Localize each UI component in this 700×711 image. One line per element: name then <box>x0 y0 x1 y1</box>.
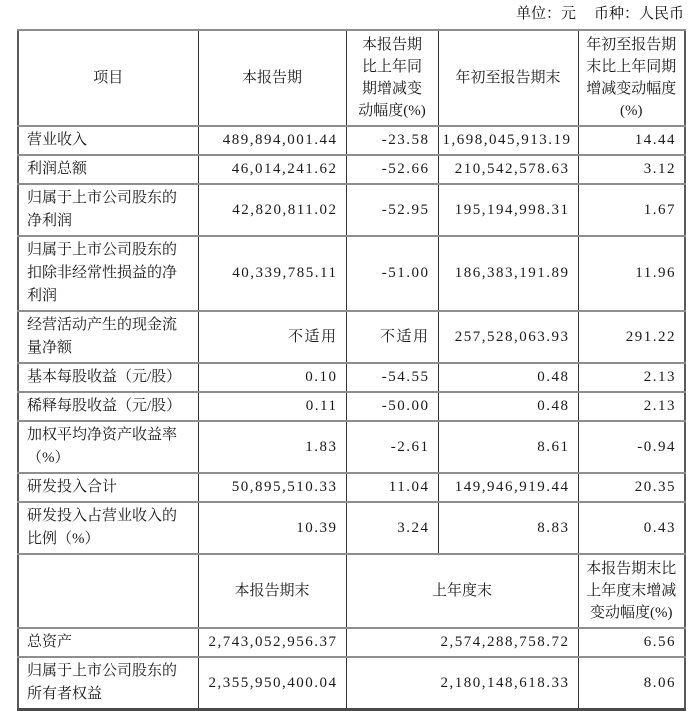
ytd-cell: 195,194,998.31 <box>438 184 578 236</box>
item-cell: 利润总额 <box>18 155 198 184</box>
current-cell: 1.83 <box>198 421 346 473</box>
ytd-change-cell: 2.13 <box>578 392 685 421</box>
change-cell: 不适用 <box>346 311 438 363</box>
current-cell: 489,894,001.44 <box>198 126 346 155</box>
ytd-cell: 8.83 <box>438 502 578 554</box>
change-cell: -23.58 <box>346 126 438 155</box>
ytd-cell: 0.48 <box>438 363 578 392</box>
unit-label: 单位：元 <box>515 6 576 22</box>
balance-change-cell: 6.56 <box>578 628 685 657</box>
item-cell: 营业收入 <box>18 126 198 155</box>
balance-change-cell: 8.06 <box>578 657 685 710</box>
end-of-prior-year-cell: 2,180,148,618.33 <box>346 657 578 710</box>
item-cell: 归属于上市公司股东的所有者权益 <box>18 657 198 710</box>
ytd-change-cell: 20.35 <box>578 473 685 502</box>
change-cell: -52.66 <box>346 155 438 184</box>
item-cell: 研发投入占营业收入的比例（%） <box>18 502 198 554</box>
col-header-current-period: 本报告期 <box>198 30 346 126</box>
current-cell: 46,014,241.62 <box>198 155 346 184</box>
ytd-change-cell: 0.43 <box>578 502 685 554</box>
ytd-change-cell: 291.22 <box>578 311 685 363</box>
ytd-change-cell: 11.96 <box>578 236 685 311</box>
table-row-revenue <box>18 126 685 155</box>
change-cell: -52.95 <box>346 184 438 236</box>
table-row-basic-eps <box>18 363 685 392</box>
table-row-rd-investment-ratio <box>18 502 685 554</box>
col-header-end-of-period: 本报告期末 <box>198 554 346 628</box>
table-row-weighted-avg-roe <box>18 421 685 473</box>
item-cell: 稀释每股收益（元/股） <box>18 392 198 421</box>
col-header-end-of-prior-year: 上年度末 <box>346 554 578 628</box>
table-row-owners-equity <box>18 657 685 710</box>
balance-header-row <box>18 554 685 628</box>
change-cell: 3.24 <box>346 502 438 554</box>
ytd-cell: 1,698,045,913.19 <box>438 126 578 155</box>
change-cell: 11.04 <box>346 473 438 502</box>
ytd-change-cell: 2.13 <box>578 363 685 392</box>
table-row-operating-cash-flow <box>18 311 685 363</box>
col-header-blank <box>18 554 198 628</box>
item-cell: 归属于上市公司股东的净利润 <box>18 184 198 236</box>
ytd-cell: 8.61 <box>438 421 578 473</box>
col-header-year-to-date: 年初至报告期末 <box>438 30 578 126</box>
table-row-total-profit <box>18 155 685 184</box>
item-cell: 基本每股收益（元/股） <box>18 363 198 392</box>
table-row-net-profit <box>18 184 685 236</box>
ytd-cell: 257,528,063.93 <box>438 311 578 363</box>
current-cell: 0.11 <box>198 392 346 421</box>
table-row-total-assets <box>18 628 685 657</box>
ytd-change-cell: 1.67 <box>578 184 685 236</box>
end-of-period-cell: 2,355,950,400.04 <box>198 657 346 710</box>
current-cell: 42,820,811.02 <box>198 184 346 236</box>
ytd-change-cell: 14.44 <box>578 126 685 155</box>
ytd-cell: 186,383,191.89 <box>438 236 578 311</box>
financial-summary-table <box>17 29 686 711</box>
current-cell: 不适用 <box>198 311 346 363</box>
col-header-item: 项目 <box>18 30 198 126</box>
current-cell: 0.10 <box>198 363 346 392</box>
report-page <box>0 4 700 702</box>
current-cell: 40,339,785.11 <box>198 236 346 311</box>
change-cell: -50.00 <box>346 392 438 421</box>
current-cell: 10.39 <box>198 502 346 554</box>
item-cell: 总资产 <box>18 628 198 657</box>
table-row-rd-investment-total <box>18 473 685 502</box>
change-cell: -54.55 <box>346 363 438 392</box>
item-cell: 经营活动产生的现金流量净额 <box>18 311 198 363</box>
end-of-prior-year-cell: 2,574,288,758.72 <box>346 628 578 657</box>
col-header-year-to-date-change: 年初至报告期末比上年同期增减变动幅度(%) <box>578 30 685 126</box>
item-cell: 研发投入合计 <box>18 473 198 502</box>
ytd-cell: 149,946,919.44 <box>438 473 578 502</box>
table-row-net-profit-excl-nonrecurring <box>18 236 685 311</box>
ytd-change-cell: -0.94 <box>578 421 685 473</box>
item-cell: 归属于上市公司股东的扣除非经常性损益的净利润 <box>18 236 198 311</box>
change-cell: -51.00 <box>346 236 438 311</box>
unit-currency-line <box>17 4 684 24</box>
col-header-balance-change: 本报告期末比上年度末增减变动幅度(%) <box>578 554 685 628</box>
change-cell: -2.61 <box>346 421 438 473</box>
currency-label: 币种：人民币 <box>593 6 684 22</box>
table-row-diluted-eps <box>18 392 685 421</box>
item-cell: 加权平均净资产收益率（%） <box>18 421 198 473</box>
ytd-change-cell: 3.12 <box>578 155 685 184</box>
quarter-header-row <box>18 30 685 126</box>
end-of-period-cell: 2,743,052,956.37 <box>198 628 346 657</box>
current-cell: 50,895,510.33 <box>198 473 346 502</box>
ytd-cell: 0.48 <box>438 392 578 421</box>
col-header-current-period-change: 本报告期比上年同期增减变动幅度(%) <box>346 30 438 126</box>
ytd-cell: 210,542,578.63 <box>438 155 578 184</box>
